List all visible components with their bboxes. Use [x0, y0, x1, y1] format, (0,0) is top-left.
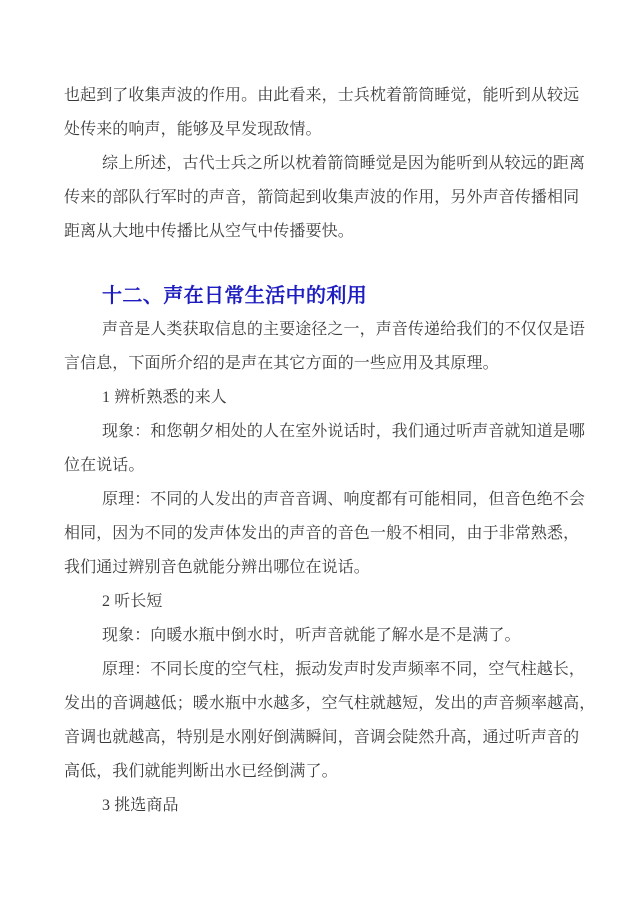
text-line: 传来的部队行军时的声音，箭筒起到收集声波的作用，另外声音传播相同: [64, 189, 580, 206]
text-line: 3 挑选商品: [102, 797, 179, 814]
text-line: 现象：和您朝夕相处的人在室外说话时，我们通过听声音就知道是哪: [102, 423, 586, 440]
text-line: 言信息，下面所介绍的是声在其它方面的一些应用及其原理。: [64, 355, 499, 372]
text-line: 原理：不同的人发出的声音音调、响度都有可能相同，但音色绝不会: [102, 491, 586, 508]
text-line: 声音是人类获取信息的主要途径之一，声音传递给我们的不仅仅是语: [102, 321, 586, 338]
text-line: 距离从大地中传播比从空气中传播要快。: [64, 223, 354, 240]
text-line: 也起到了收集声波的作用。由此看来，士兵枕着箭筒睡觉，能听到从较远: [64, 87, 580, 104]
text-line: 原理：不同长度的空气柱，振动发声时发声频率不同，空气柱越长，: [102, 661, 586, 678]
text-line: 2 听长短: [102, 593, 163, 610]
text-line: 相同，因为不同的发声体发出的声音的音色一般不相同，由于非常熟悉，: [64, 525, 580, 542]
paragraph-spacer: [64, 249, 578, 279]
text-line: 现象：向暖水瓶中倒水时，听声音就能了解水是不是满了。: [102, 627, 521, 644]
text-line: 位在说话。: [64, 457, 145, 474]
text-line: 高低，我们就能判断出水已经倒满了。: [64, 763, 338, 780]
document-content: [64, 79, 596, 823]
text-line: 音调也就越高，特别是水刚好倒满瞬间，音调会陡然升高，通过听声音的: [64, 729, 580, 746]
text-line: 1 辨析熟悉的来人: [102, 389, 227, 406]
text-line: 发出的音调越低；暖水瓶中水越多，空气柱就越短，发出的声音频率越高，: [64, 695, 596, 712]
text-line: 处传来的响声，能够及早发现敌情。: [64, 121, 322, 138]
section-heading: 十二、声在日常生活中的利用: [102, 285, 368, 307]
text-line: 我们通过辨别音色就能分辨出哪位在说话。: [64, 559, 370, 576]
text-line: 综上所述，古代士兵之所以枕着箭筒睡觉是因为能听到从较远的距离: [102, 155, 586, 172]
